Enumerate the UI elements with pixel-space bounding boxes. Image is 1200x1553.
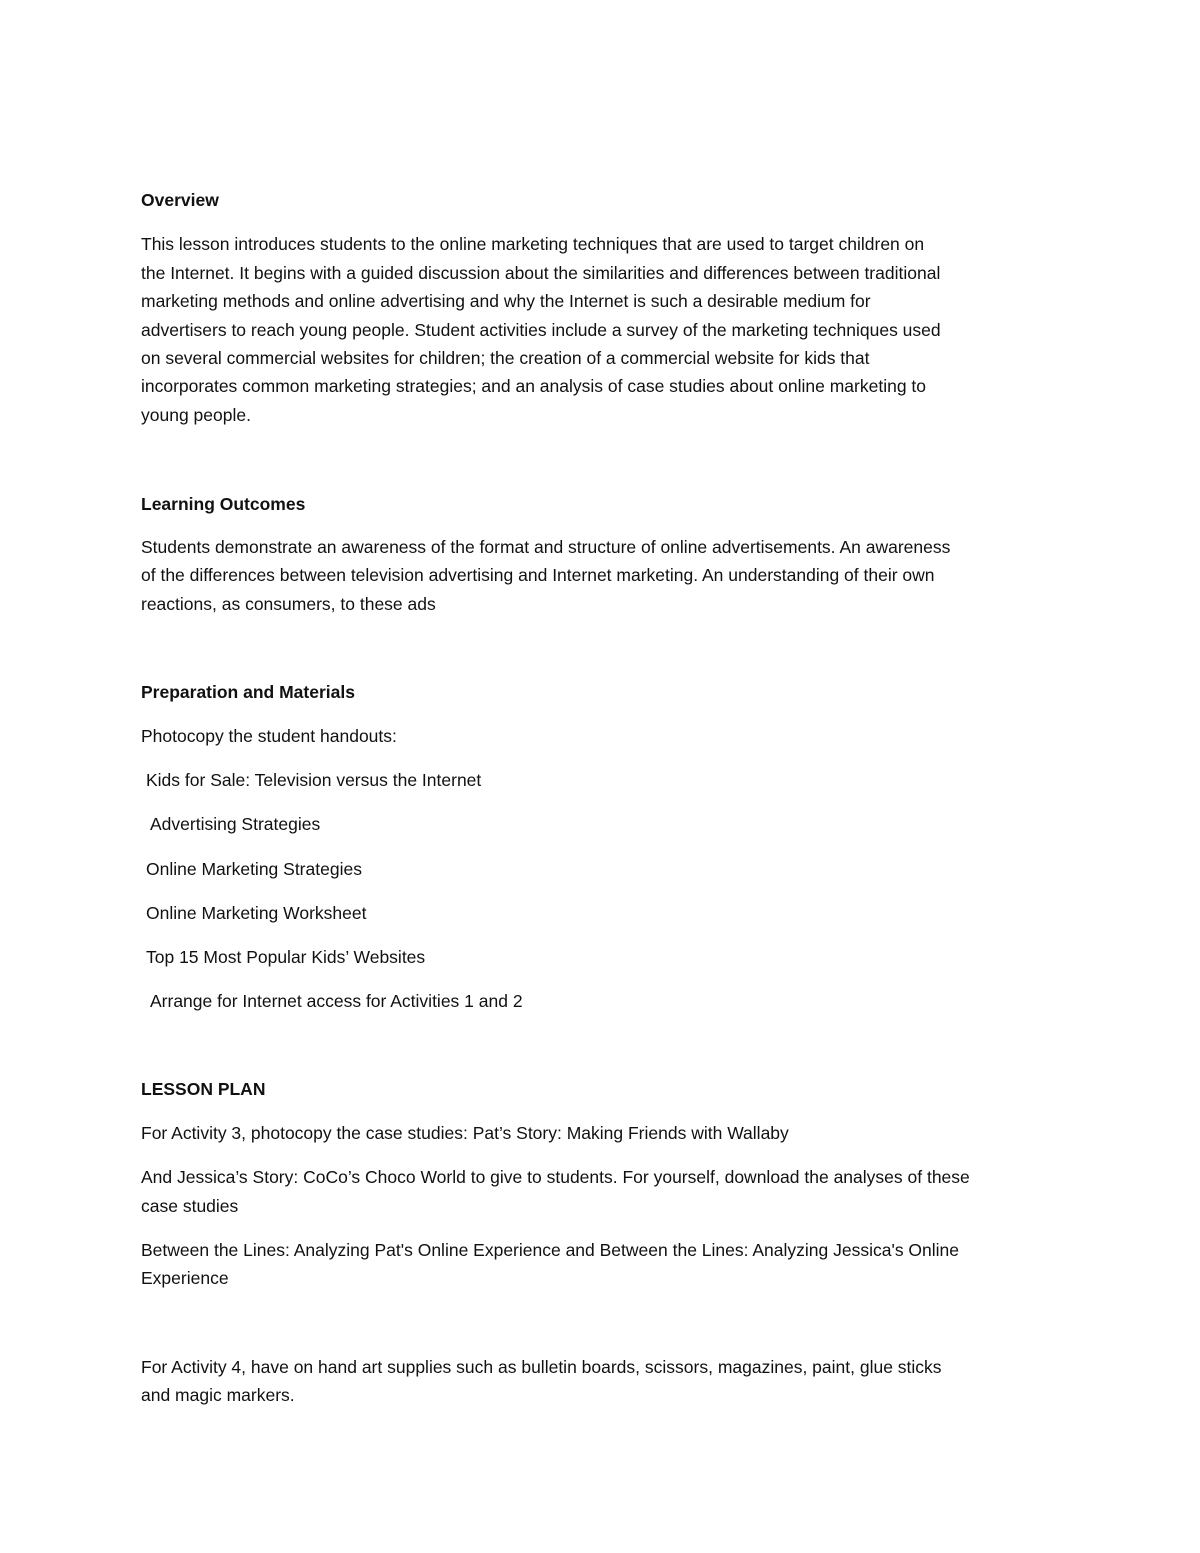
learning-outcomes-line: of the differences between television advertising and Internet marketing. An understanding of their own (141, 565, 935, 585)
handout-item: Kids for Sale: Television versus the Internet (146, 770, 482, 790)
overview-line: the Internet. It begins with a guided discussion about the similarities and differences between traditional (141, 263, 941, 283)
overview-line: advertisers to reach young people. Student activities include a survey of the marketing techniques used (141, 320, 941, 340)
overview-line: This lesson introduces students to the online marketing techniques that are used to target children on (141, 234, 925, 254)
handout-item: Advertising Strategies (150, 814, 321, 834)
lesson-plan-paragraph: And Jessica’s Story: CoCo’s Choco World to give to students. For yourself, download the analyses of these (141, 1167, 970, 1187)
handout-item: Arrange for Internet access for Activities 1 and 2 (150, 991, 523, 1011)
lesson-plan-paragraph: For Activity 4, have on hand art supplies such as bulletin boards, scissors, magazines, paint, glue sticks (141, 1357, 942, 1377)
overview-line: on several commercial websites for children; the creation of a commercial website for kids that (141, 348, 870, 368)
learning-outcomes-heading: Learning Outcomes (141, 494, 306, 514)
lesson-plan-paragraph: Experience (141, 1268, 229, 1288)
learning-outcomes-line: reactions, as consumers, to these ads (141, 594, 436, 614)
learning-outcomes-line: Students demonstrate an awareness of the format and structure of online advertisements. An awareness (141, 537, 951, 557)
overview-heading: Overview (141, 190, 219, 210)
lesson-plan-paragraph: and magic markers. (141, 1385, 295, 1405)
lesson-plan-paragraph: For Activity 3, photocopy the case studies: Pat’s Story: Making Friends with Wallaby (141, 1123, 789, 1143)
overview-line: marketing methods and online advertising and why the Internet is such a desirable medium for (141, 291, 871, 311)
lesson-plan-paragraph: Between the Lines: Analyzing Pat's Online Experience and Between the Lines: Analyzing Jessica's Online (141, 1240, 960, 1260)
overview-line: young people. (141, 405, 251, 425)
overview-line: incorporates common marketing strategies; and an analysis of case studies about online marketing to (141, 376, 927, 396)
lesson-plan-paragraph: case studies (141, 1196, 239, 1216)
preparation-heading: Preparation and Materials (141, 682, 355, 702)
lesson-plan-heading: LESSON PLAN (141, 1079, 266, 1099)
handout-item: Online Marketing Strategies (146, 859, 362, 879)
handout-item: Top 15 Most Popular Kids’ Websites (146, 947, 426, 967)
preparation-intro: Photocopy the student handouts: (141, 726, 397, 746)
handout-item: Online Marketing Worksheet (146, 903, 367, 923)
